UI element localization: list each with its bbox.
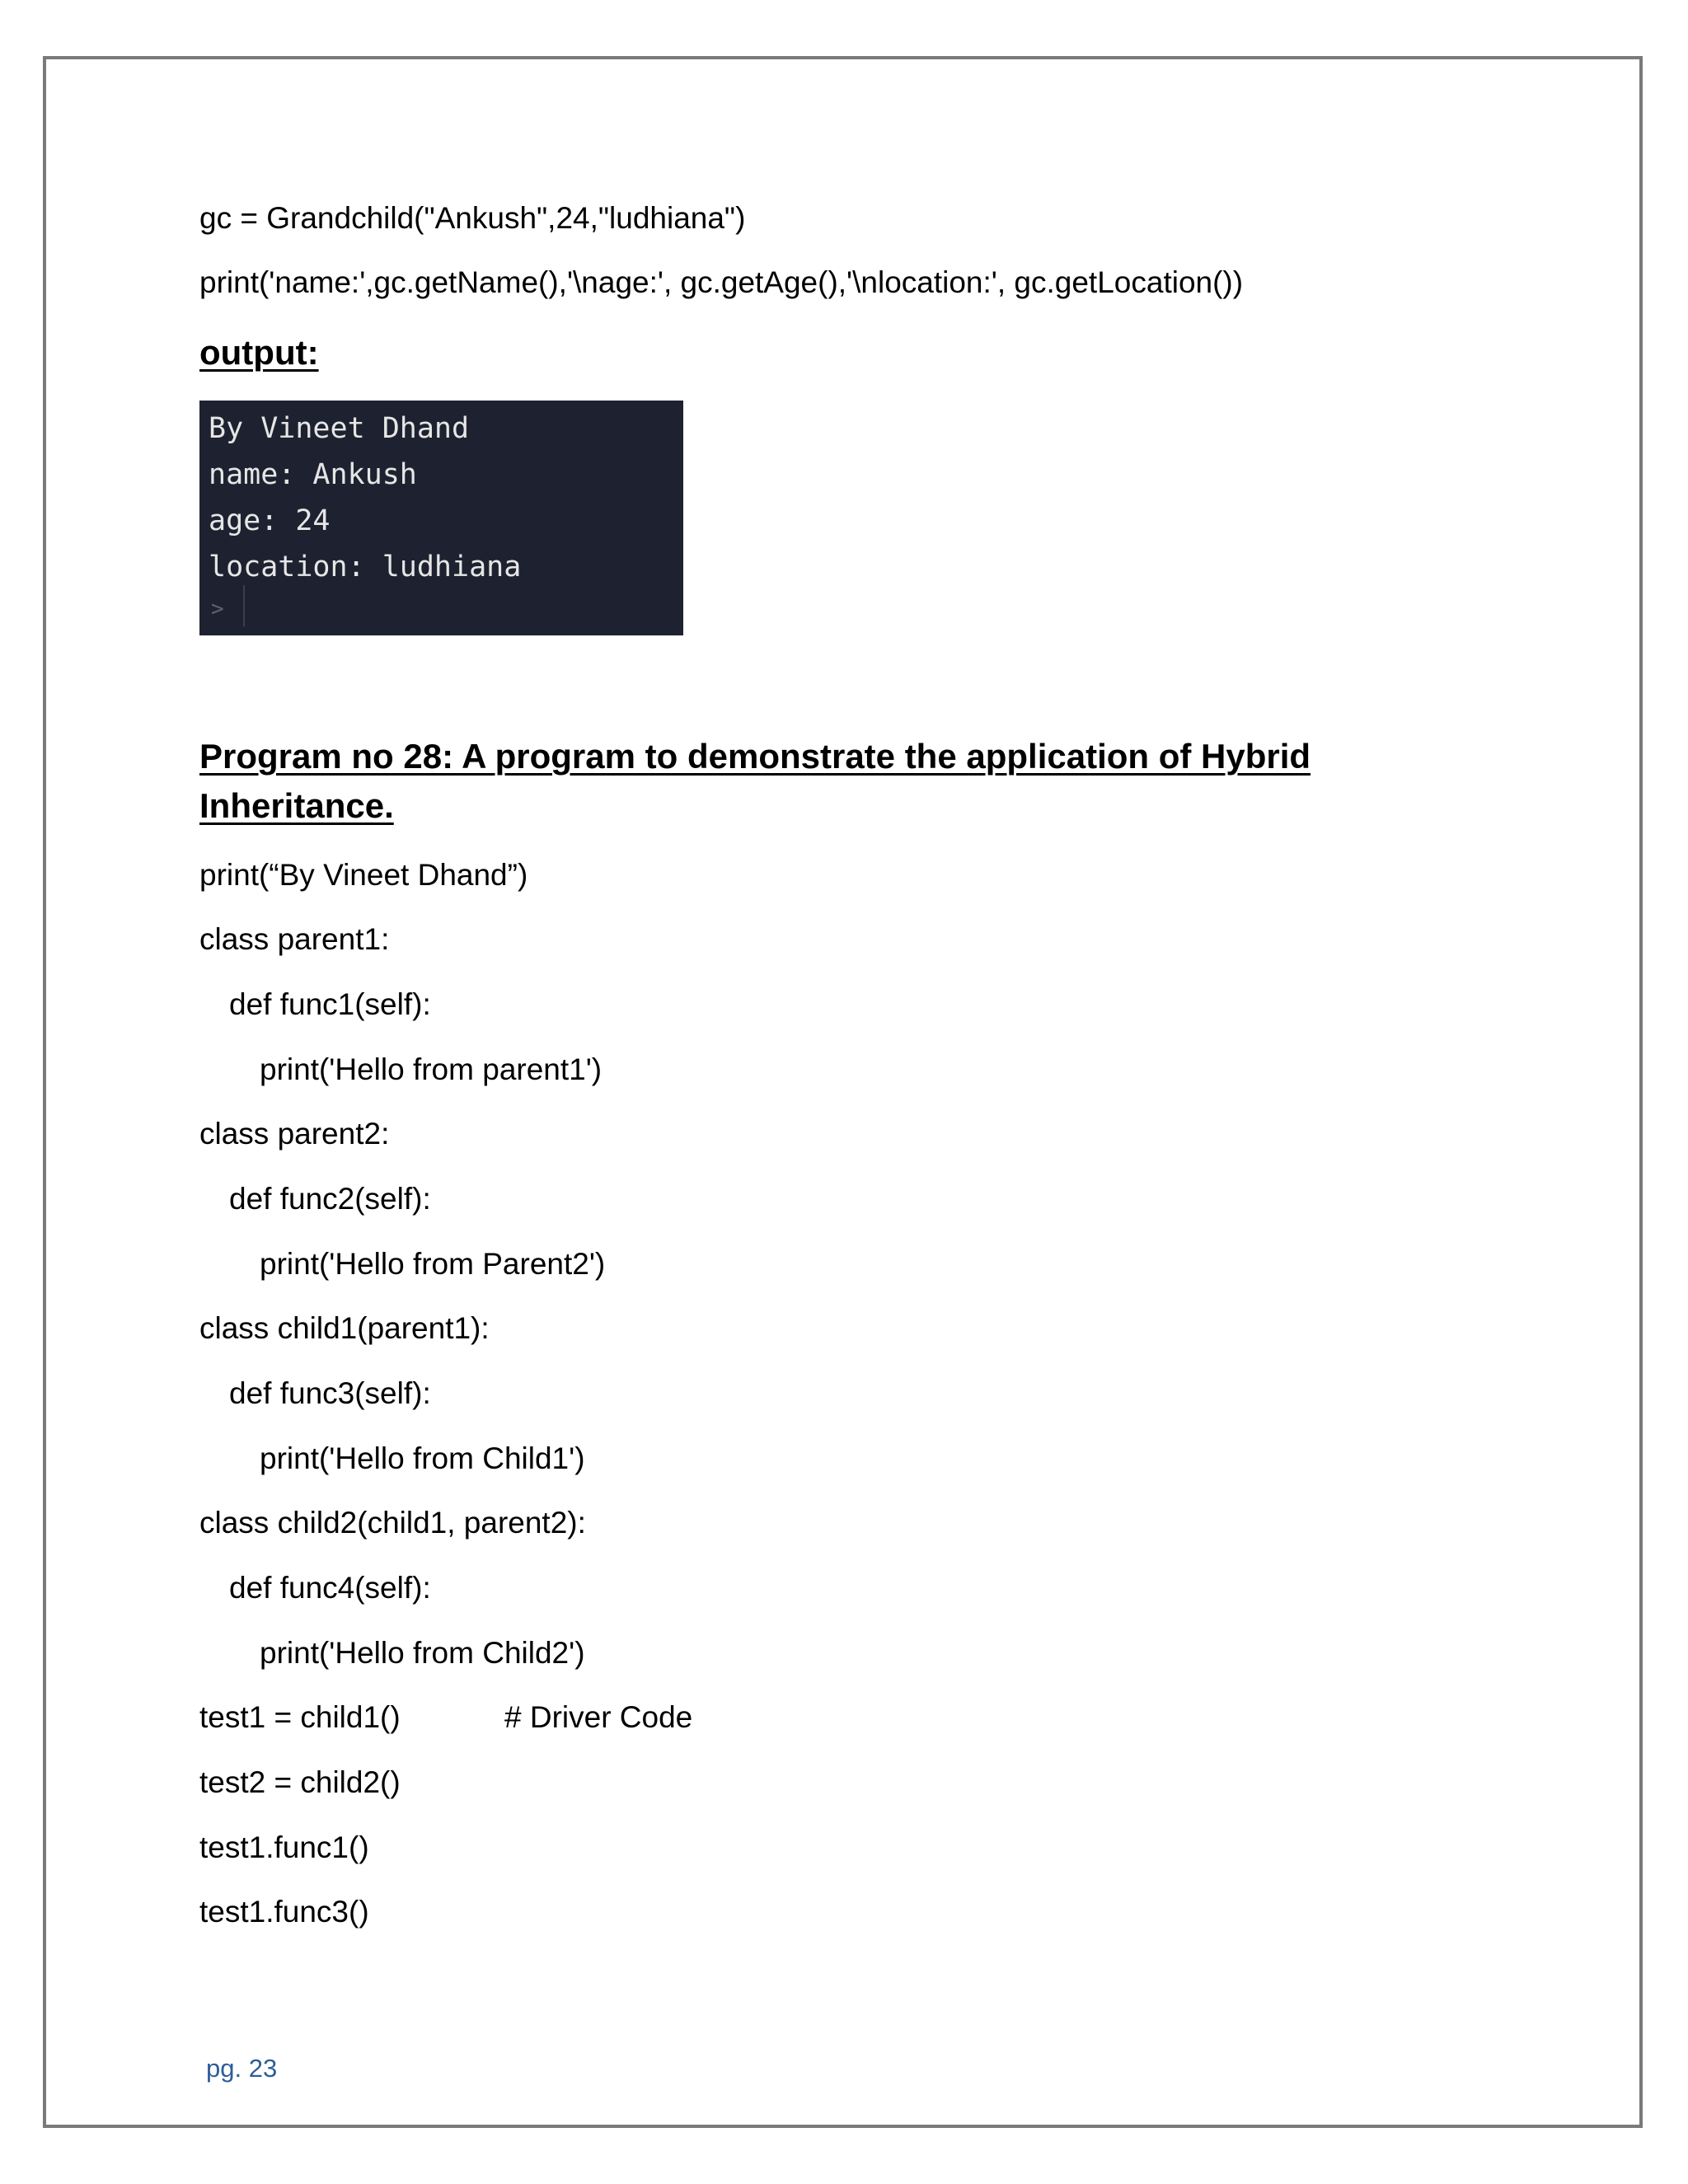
code-line: class parent1: xyxy=(199,922,390,956)
terminal-line: By Vineet Dhand xyxy=(209,412,470,445)
terminal-output xyxy=(199,401,683,635)
code-line: def func2(self): xyxy=(229,1182,431,1216)
terminal-line: location: ludhiana xyxy=(209,551,522,583)
page-number: pg. 23 xyxy=(206,2054,278,2083)
code-line: print('Hello from parent1') xyxy=(260,1052,603,1086)
code-line: def func1(self): xyxy=(229,987,431,1021)
code-line: class child1(parent1): xyxy=(199,1311,490,1345)
code-line: test1 = child1() xyxy=(199,1700,401,1734)
code-line: def func3(self): xyxy=(229,1376,431,1410)
code-line: print('Hello from Child1') xyxy=(260,1441,585,1475)
program-heading: Program no 28: A program to demonstrate the application of Hybrid xyxy=(199,737,1311,776)
code-line: print('Hello from Parent2') xyxy=(260,1247,606,1281)
terminal-prompt: > xyxy=(211,597,224,621)
output-label: output: xyxy=(199,333,319,372)
code-line: print(“By Vineet Dhand”) xyxy=(199,858,528,892)
program-heading-cont: Inheritance. xyxy=(199,786,394,825)
terminal-cursor xyxy=(243,585,245,626)
code-line-gc: gc = Grandchild("Ankush",24,"ludhiana") xyxy=(199,201,746,235)
terminal-line: age: 24 xyxy=(209,504,331,537)
code-line: def func4(self): xyxy=(229,1571,431,1605)
code-line: class child2(child1, parent2): xyxy=(199,1506,586,1540)
code-line: test2 = child2() xyxy=(199,1765,401,1799)
code-line: test1.func3() xyxy=(199,1895,369,1929)
code-line: print('Hello from Child2') xyxy=(260,1636,585,1670)
code-line: test1.func1() xyxy=(199,1830,369,1864)
terminal-line: name: Ankush xyxy=(209,458,417,491)
code-line: class parent2: xyxy=(199,1117,390,1151)
code-line-print-gc: print('name:',gc.getName(),'\nage:', gc.getAge(),'\nlocation:', gc.getLocation()) xyxy=(199,265,1244,299)
driver-code-comment: # Driver Code xyxy=(504,1700,693,1734)
